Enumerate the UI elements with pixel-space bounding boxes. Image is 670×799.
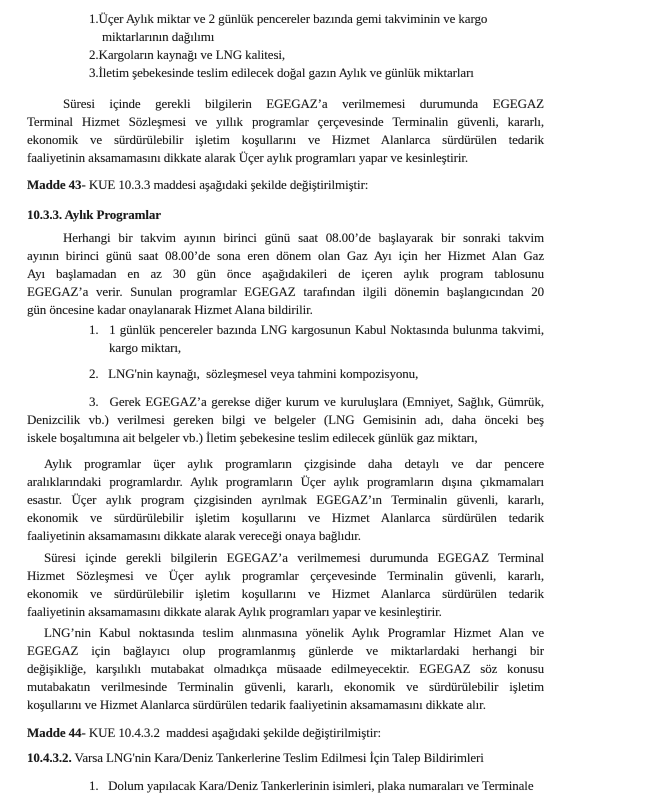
text-line: EGEGAZ için bağlayıcı olup programlanmış günlerde ve miktarlardaki herhangi bir xyxy=(27,643,544,658)
text-line: Süresi içinde gerekli bilgilerin EGEGAZ’a verilmemesi durumunda EGEGAZ xyxy=(63,96,544,111)
text-line: gün öncesine kadar onaylanarak Hizmet Alana bildirilir. xyxy=(27,302,313,317)
article-heading-line xyxy=(27,176,544,194)
text-line: 2.Kargoların kaynağı ve LNG kalitesi, xyxy=(89,47,286,62)
subsection-heading-label: 10.4.3.2. xyxy=(27,750,72,765)
article-heading xyxy=(27,176,544,194)
text-line: Denizcilik vb.) verilmesi gereken bilgi ve belgeler (LNG Gemisinin adı, daha önceki beş xyxy=(27,412,544,427)
text-line: Herhangi bir takvim ayının birinci günü saat 08.00’de başlayarak bir sonraki takvim xyxy=(63,230,544,245)
text-line: ekonomik ve sürdürülebilir işletim koşullarını ve Hizmet Alanlarca sürdürülen tedarik xyxy=(27,510,544,525)
text-line: 3. Gerek EGEGAZ’a gerekse diğer kurum ve kuruluşlara (Emniyet, Sağlık, Gümrük, xyxy=(89,394,544,409)
text-line: faaliyetinin aksamamasını dikkate alarak vereceği onaya bağlıdır. xyxy=(27,528,361,543)
list-item xyxy=(27,46,544,64)
text-line: mutabakatın verilmesinde Terminalin güvenli, kararlı, ekonomik ve sürdürülebilir işletim xyxy=(27,679,544,694)
article-heading-text: KUE 10.4.3.2 maddesi aşağıdaki şekilde değiştirilmiştir: xyxy=(85,725,382,740)
list-item xyxy=(27,777,544,795)
text-line: 2. LNG'nin kaynağı, sözleşmesel veya tahmini kompozisyonu, xyxy=(89,366,419,381)
article-heading xyxy=(27,724,544,742)
text-line: Aylık programlar üçer aylık programların çizgisinde daha detaylı ve dar pencere xyxy=(44,456,544,471)
article-heading-label: Madde 43- xyxy=(27,177,86,192)
text-line: faaliyetinin aksamamasını dikkate alarak Üçer aylık programları yapar ve kesinleştirir. xyxy=(27,150,469,165)
paragraph xyxy=(27,95,544,167)
text-line: ekonomik ve sürdürülebilir işletim koşullarını ve Hizmet Alanlarca sürdürülen tedarik xyxy=(27,586,544,601)
article-heading-text: KUE 10.3.3 maddesi aşağıdaki şekilde değiştirilmiştir: xyxy=(85,177,369,192)
list-item xyxy=(27,321,544,357)
text-line: faaliyetinin aksamamasını dikkate alarak Aylık programları yapar ve kesinleştirir. xyxy=(27,604,442,619)
text-line: Terminal Hizmet Sözleşmesi ve yıllık programlar çerçevesinde Terminalin güvenli, kararlı, xyxy=(27,114,544,129)
text-line: miktarlarının dağılımı xyxy=(102,29,215,44)
paragraph xyxy=(27,455,544,545)
text-line: 1.Üçer Aylık miktar ve 2 günlük pencereler bazında gemi takviminin ve kargo xyxy=(89,11,488,26)
text-line: koşullarını ve Hizmet Alanlarca sürdürülen tedarik faaliyetinin aksamamasını dikkate alır. xyxy=(27,697,486,712)
paragraph xyxy=(27,549,544,621)
list-item xyxy=(27,365,544,383)
list-item xyxy=(27,393,544,447)
list-item xyxy=(27,10,544,46)
text-line: 1. 1 günlük pencereler bazında LNG kargosunun Kabul Noktasında bulunma takvimi, xyxy=(89,322,544,337)
section-heading xyxy=(27,206,544,224)
section-heading-line xyxy=(27,206,544,224)
subsection-heading xyxy=(27,749,544,767)
list-item xyxy=(27,64,544,82)
text-line: ekonomik ve sürdürülebilir işletim koşullarını ve Hizmet Alanlarca sürdürülen tedarik xyxy=(27,132,544,147)
section-heading-label: 10.3.3. Aylık Programlar xyxy=(27,207,161,222)
text-line: Hizmet Sözleşmesi ve Üçer aylık programlar çerçevesinde Terminalin güvenli, kararlı, xyxy=(27,568,544,583)
document-page xyxy=(27,0,544,795)
text-line: esastır. Üçer aylık program çizgisinden ayrılmak EGEGAZ’ın Terminalin güvenli, kararlı, xyxy=(27,492,544,507)
text-line: ayının birinci günü saat 08.00’de sona eren dönem olan Gaz Ayı için her Hizmet Alan Gaz xyxy=(27,248,544,263)
subsection-heading-line xyxy=(27,749,544,767)
text-line: 3.İletim şebekesinde teslim edilecek doğal gazın Aylık ve günlük miktarları xyxy=(89,65,474,80)
subsection-heading-text: Varsa LNG'nin Kara/Deniz Tankerlerine Teslim Edilmesi İçin Talep Bildirimleri xyxy=(71,750,484,765)
article-heading-line xyxy=(27,724,544,742)
article-heading-label: Madde 44- xyxy=(27,725,86,740)
text-line: Ayı başlamadan en az 30 gün önce aşağıdakileri de içeren aylık program tablosunu xyxy=(27,266,544,281)
text-line: EGEGAZ’a verir. Sunulan programlar EGEGAZ tarafından ilgili dönemin başlangıcından 20 xyxy=(27,284,544,299)
text-line: değişikliğe, karşılıklı mutabakat olmadıkça müsaade edilmeyecektir. EGEGAZ söz konusu xyxy=(27,661,544,676)
text-line: aralıklarındaki programlardır. Aylık programların Üçer aylık programların dışına çıkmamaları xyxy=(27,474,544,489)
text-line: LNG’nin Kabul noktasında teslim alınmasına yönelik Aylık Programlar Hizmet Alan ve xyxy=(44,625,544,640)
paragraph xyxy=(27,229,544,319)
text-line: kargo miktarı, xyxy=(109,340,182,355)
paragraph xyxy=(27,624,544,714)
text-line: Süresi içinde gerekli bilgilerin EGEGAZ’a verilmemesi durumunda EGEGAZ Terminal xyxy=(44,550,544,565)
text-line: iskele boşaltımına ait belgeler vb.) İletim şebekesine teslim edilecek günlük gaz miktarı, xyxy=(27,430,478,445)
text-line: 1. Dolum yapılacak Kara/Deniz Tankerlerinin isimleri, plaka numaraları ve Terminale xyxy=(89,778,534,793)
